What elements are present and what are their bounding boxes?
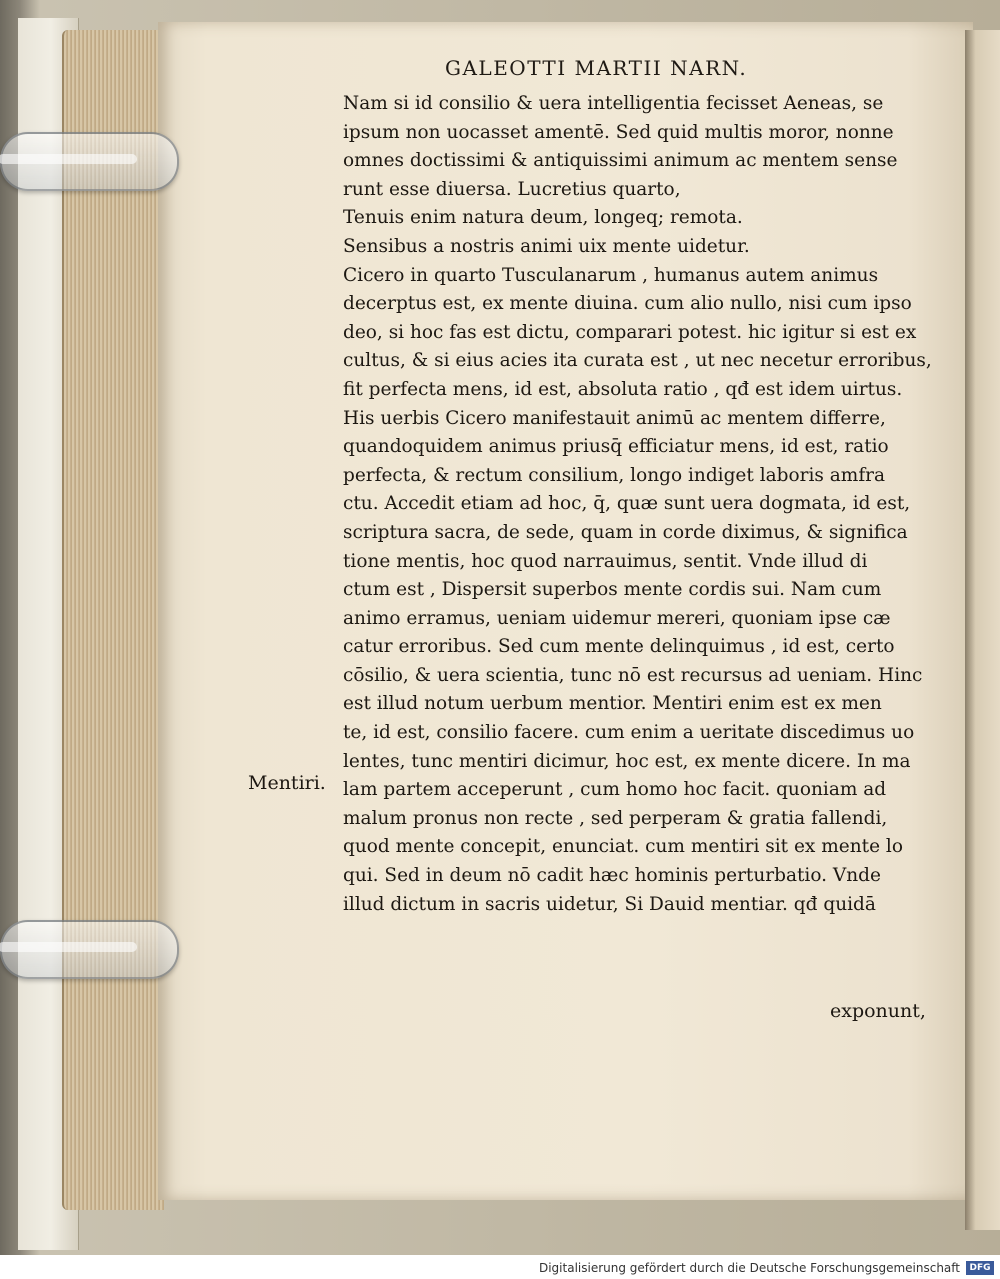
- text-line: omnes doctissimi & antiquissimi animum ac mentem sense: [343, 150, 898, 172]
- text-line: runt esse diuersa. Lucretius quarto,: [343, 178, 681, 200]
- page-edges: [62, 30, 164, 1210]
- text-line: scriptura sacra, de sede, quam in corde diximus, & significa: [343, 521, 908, 543]
- page-clip-top: [0, 132, 179, 191]
- text-line: cultus, & si eius acies ita curata est , ut nec necetur erroribus,: [343, 350, 932, 372]
- text-line: malum pronus non recte , sed perperam & gratia fallendi,: [343, 807, 888, 829]
- dfg-logo-icon: DFG: [966, 1261, 994, 1275]
- text-line: illud dictum in sacris uidetur, Si Dauid mentiar. qđ quidā: [343, 893, 876, 915]
- text-line: lentes, tunc mentiri dicimur, hoc est, ex mente dicere. In ma: [343, 750, 911, 772]
- text-line: decerptus est, ex mente diuina. cum alio nullo, nisi cum ipso: [343, 293, 912, 315]
- text-line: Nam si id consilio & uera intelligentia fecisset Aeneas, se: [343, 93, 884, 114]
- text-line: perfecta, & rectum consilium, longo indiget laboris amfra: [343, 464, 886, 486]
- text-line: ctu. Accedit etiam ad hoc, q̄, quæ sunt uera dogmata, id est,: [343, 493, 911, 515]
- page-clip-bottom: [0, 920, 179, 979]
- footer-credit: Digitalisierung gefördert durch die Deutsche Forschungsgemeinschaft: [538, 1261, 960, 1275]
- text-line: lam partem acceperunt , cum homo hoc facit. quoniam ad: [343, 779, 887, 801]
- marginal-note: Mentiri.: [248, 772, 326, 794]
- body-text: [343, 90, 943, 919]
- recto-page-edge: [965, 30, 1000, 1230]
- text-line: animo erramus, ueniam uidemur mereri, quoniam ipse cæ: [343, 607, 891, 629]
- text-line: ipsum non uocasset amentē. Sed quid multis moror, nonne: [343, 121, 894, 143]
- text-line: cōsilio, & uera scientia, tunc nō est recursus ad ueniam. Hinc: [343, 664, 923, 686]
- text-line: quod mente concepit, enunciat. cum mentiri sit ex mente lo: [343, 836, 903, 858]
- text-line: Cicero in quarto Tusculanarum , humanus autem animus: [343, 264, 879, 286]
- text-line: tione mentis, hoc quod narrauimus, sentit. Vnde illud di: [343, 550, 868, 572]
- text-line: ctum est , Dispersit superbos mente cordis sui. Nam cum: [343, 579, 882, 601]
- text-line: Tenuis enim natura deum, longeq; remota.: [343, 207, 743, 229]
- footer-bar: [0, 1255, 1000, 1279]
- text-line: est illud notum uerbum mentior. Mentiri enim est ex men: [343, 693, 882, 715]
- text-line: Sensibus a nostris animi uix mente uidetur.: [343, 235, 750, 257]
- text-line: deo, si hoc fas est dictu, comparari potest. hic igitur si est ex: [343, 321, 917, 343]
- text-line: te, id est, consilio facere. cum enim a ueritate discedimus uo: [343, 722, 915, 744]
- text-line: His uerbis Cicero manifestauit animū ac mentem differre,: [343, 407, 886, 429]
- text-line: quandoquidem animus priusq̄ efficiatur mens, id est, ratio: [343, 436, 889, 458]
- text-line: fit perfecta mens, id est, absoluta ratio , qđ est idem uirtus.: [343, 378, 903, 400]
- text-line: qui. Sed in deum nō cadit hæc hominis perturbatio. Vnde: [343, 865, 881, 887]
- catchword: exponunt,: [830, 1000, 926, 1022]
- text-line: catur erroribus. Sed cum mente delinquimus , id est, certo: [343, 636, 895, 658]
- running-head: GALEOTTI MARTII NARN.: [445, 56, 748, 80]
